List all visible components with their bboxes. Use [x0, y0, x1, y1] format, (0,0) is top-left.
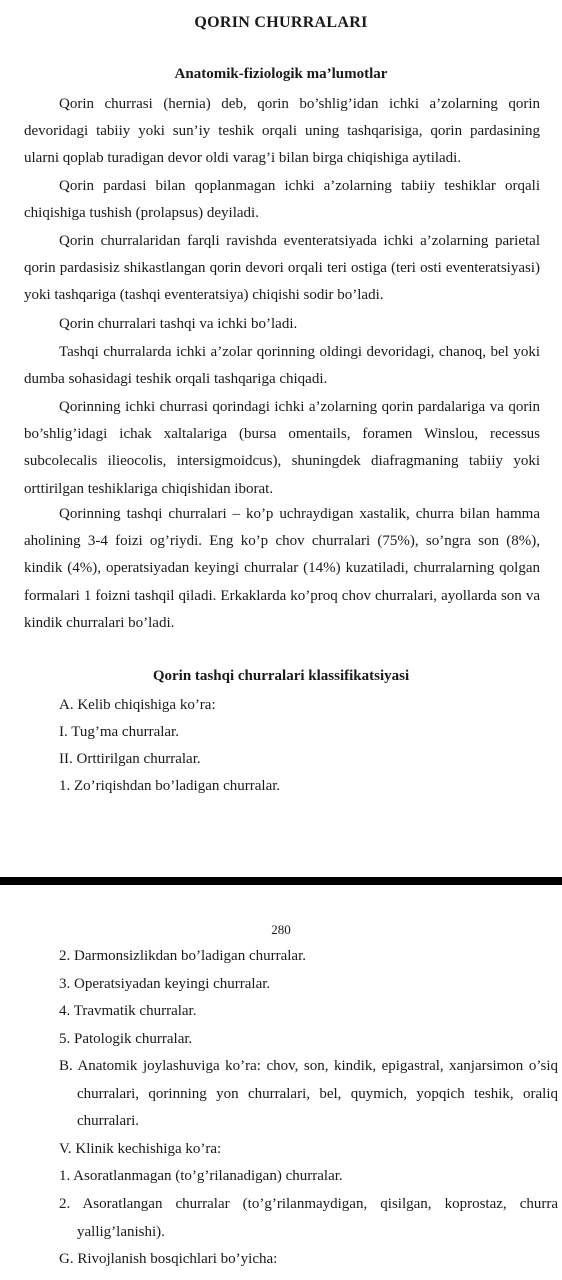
section-heading-classification: Qorin tashqi churralari klassifikatsiyasi: [152, 668, 410, 684]
list-line: I. Tug’ma churralar.: [59, 724, 179, 740]
list-item: 2. Asoratlangan churralar (to’g’rilanmaydigan, qisilgan, koprostaz, churra yallig’lanishi).: [59, 1196, 558, 1240]
page-break-divider: [0, 877, 562, 885]
section-heading-anatomy: Anatomik-fiziologik ma’lumotlar: [174, 66, 388, 82]
list-item: 1. Asoratlanmagan (to’g’rilanadigan) churralar.: [59, 1168, 343, 1184]
list-line: II. Orttirilgan churralar.: [59, 751, 201, 767]
paragraph: Qorin churrasi (hernia) deb, qorin bo’shlig’idan ichki a’zolarning qorin devoridagi tabiiy yoki sun’iy teshik orqali uning tashqarisiga, qorin pardasining ularni qoplab turadigan devor oldi varag’i bilan birga chiqishiga aytiladi.: [24, 96, 540, 167]
paragraph: Qorinning tashqi churralari – ko’p uchraydigan xastalik, churra bilan hamma aholining 3-4 foizi og’riydi. Eng ko’p chov churralari (75%), so’ngra son (8%), kindik (4%), operatsiyadan keyingi churralar (14%) kuzatiladi, churralarning qolgan formalari 1 foizni tashqil qiladi. Erkaklarda ko’proq chov churralari, ayollarda son va kindik churralari bo’ladi.: [24, 506, 540, 631]
page-lower: [0, 886, 562, 1280]
list-item: G. Rivojlanish bosqichlari bo’yicha:: [59, 1251, 278, 1267]
paragraph: Qorinning ichki churrasi qorindagi ichki a’zolarning qorin pardalariga va qorin bo’shlig’idagi ichak xaltalariga (bursa omentails, foramen Winslou, recessus subcolecalis ilieocolis, intersigmoidcus), shuningdek diafragmaning tabiiy yoki orttirilgan teshiklariga chiqishidan iborat.: [24, 399, 540, 497]
list-item: 5. Patologik churralar.: [59, 1031, 193, 1047]
document-title: QORIN CHURRALARI: [194, 14, 368, 31]
paragraph: Qorin churralaridan farqli ravishda eventeratsiyada ichki a’zolarning parietal qorin pardasisiz shikastlangan qorin devori orqali teri ostiga (teri osti eventeratsiyasi) yoki tashqariga (tashqi eventeratsiya) chiqishi sodir bo’ladi.: [24, 233, 540, 304]
list-line: 1. Zo’riqishdan bo’ladigan churralar.: [59, 778, 281, 794]
paragraph: Qorin pardasi bilan qoplanmagan ichki a’zolarning tabiiy teshiklar orqali chiqishiga tushish (prolapsus) deyiladi.: [24, 178, 540, 222]
list-item: 2. Darmonsizlikdan bo’ladigan churralar.: [59, 948, 307, 964]
list-item: 3. Operatsiyadan keyingi churralar.: [59, 976, 271, 992]
list-item: 4. Travmatik churralar.: [59, 1003, 197, 1019]
list-item: B. Anatomik joylashuviga ko’ra: chov, son, kindik, epigastral, xanjarsimon o’siq churralari, qorinning yon churralari, bel, quymich, yopqich teshik, oraliq churralari.: [59, 1058, 558, 1129]
paragraph: Tashqi churralarda ichki a’zolar qorinning oldingi devoridagi, chanoq, bel yoki dumba sohasidagi teshik orqali tashqariga chiqadi.: [24, 344, 540, 388]
page-number: 280: [271, 922, 291, 937]
list-line: A. Kelib chiqishiga ko’ra:: [59, 697, 216, 713]
paragraph: Qorin churralari tashqi va ichki bo’ladi.: [59, 316, 298, 332]
list-item: V. Klinik kechishiga ko’ra:: [59, 1141, 222, 1157]
